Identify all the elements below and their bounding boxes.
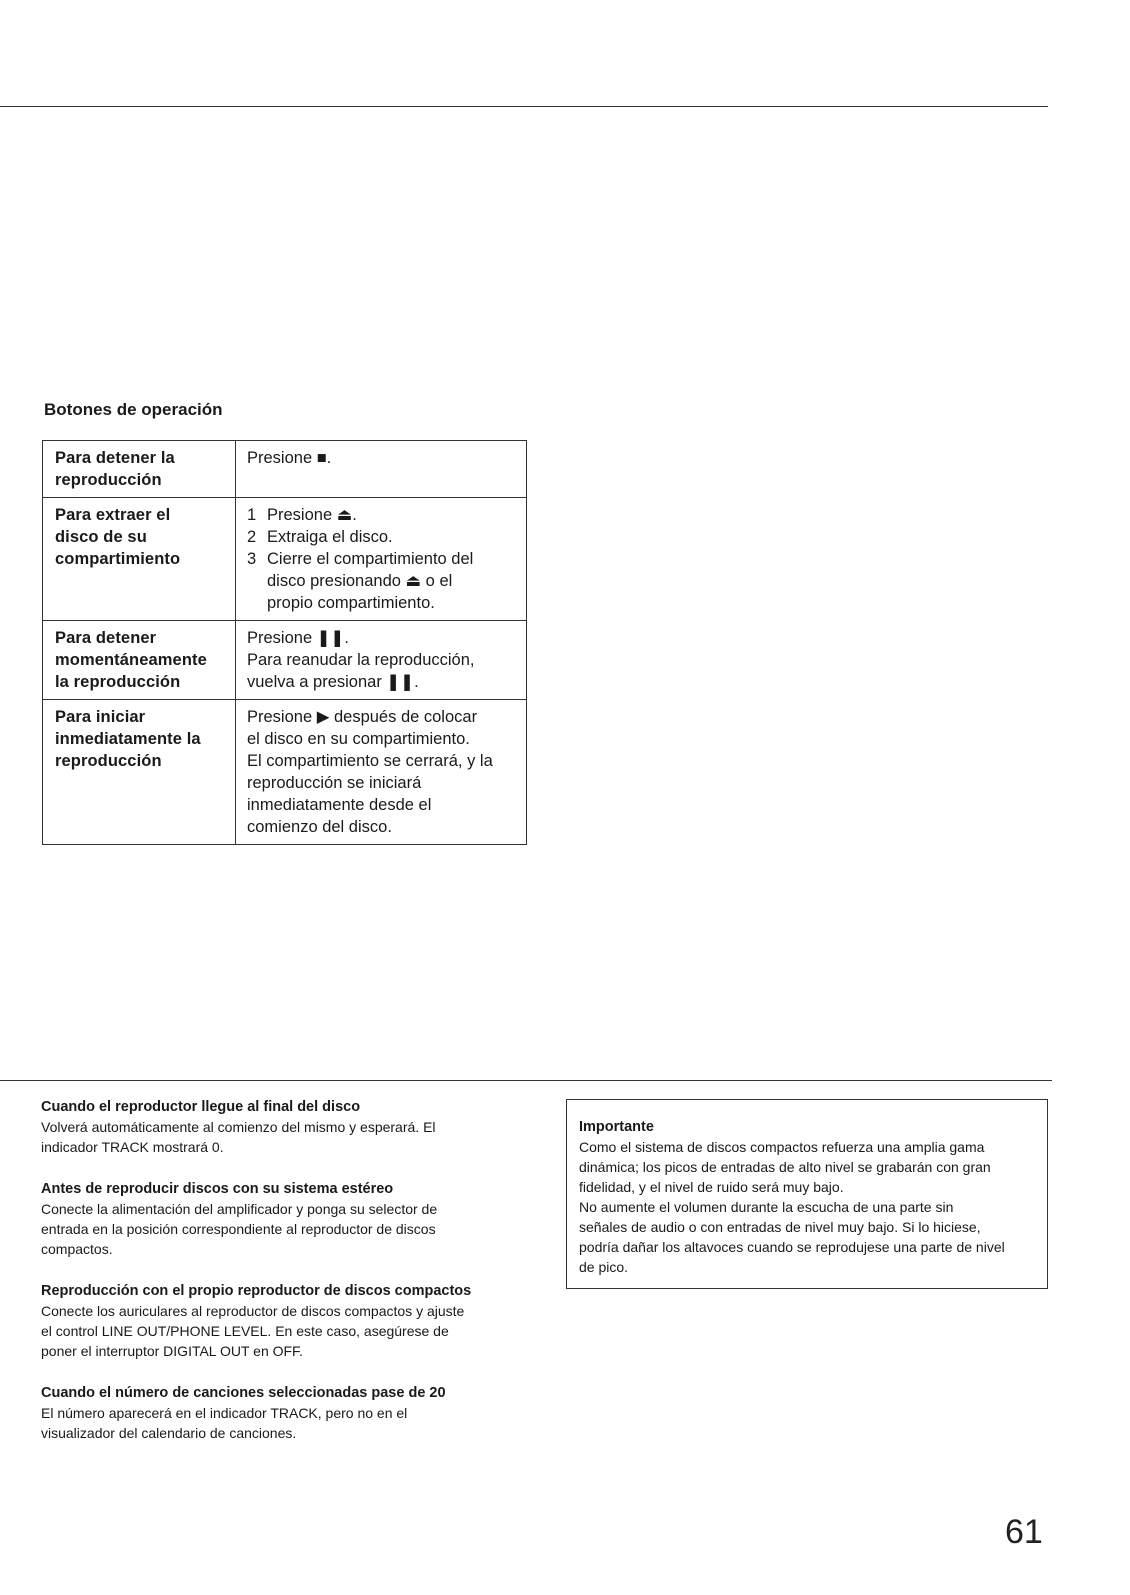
list-item: 1 Presione ⏏.: [247, 506, 357, 524]
operation-buttons-title: Botones de operación: [44, 400, 223, 419]
note-before-playing: [41, 1179, 521, 1259]
operation-table: [42, 440, 527, 845]
row-label: Para iniciar inmediatamente la reproducción: [43, 700, 236, 845]
note-body: Volverá automáticamente al comienzo del mismo y esperará. El indicador TRACK mostrará 0.: [41, 1119, 436, 1155]
row-description: Presione ❚❚. Para reanudar la reproducción, vuelva a presionar ❚❚.: [236, 621, 527, 700]
note-body: Conecte la alimentación del amplificador y ponga su selector de entrada en la posición correspondiente al reproductor de discos compactos.: [41, 1201, 438, 1257]
table-row: [43, 498, 527, 621]
section-divider: [0, 1080, 1052, 1081]
list-item: 3 Cierre el compartimiento del disco presionando ⏏ o el propio compartimiento.: [247, 550, 474, 612]
list-item: 2 Extraiga el disco.: [247, 528, 393, 546]
note-heading: Reproducción con el propio reproductor de discos compactos: [41, 1283, 472, 1299]
note-heading: Antes de reproducir discos con su sistema estéreo: [41, 1181, 394, 1197]
note-over-20-tracks: [41, 1383, 521, 1443]
important-body: Como el sistema de discos compactos refuerza una amplia gama dinámica; los picos de entradas de alto nivel se grabarán con gran fidelidad, y el nivel de ruido será muy bajo. No aumente el volumen durante la escucha de una parte sin señales de audio o con entradas de nivel muy bajo. Si lo hiciese, podría dañar los altavoces cuando se reprodujese una parte de nivel de pico.: [579, 1139, 1005, 1275]
note-end-of-disc: [41, 1097, 521, 1157]
notes-column: [41, 1097, 521, 1465]
note-body: Conecte los auriculares al reproductor de discos compactos y ajuste el control LINE OUT/PHONE LEVEL. En este caso, asegúrese de poner el interruptor DIGITAL OUT en OFF.: [41, 1303, 465, 1359]
row-description: Presione ■.: [236, 441, 527, 498]
row-description: [236, 498, 527, 621]
table-row: [43, 621, 527, 700]
note-body: El número aparecerá en el indicador TRACK, pero no en el visualizador del calendario de canciones.: [41, 1405, 408, 1441]
row-description: Presione ▶ después de colocar el disco en su compartimiento. El compartimiento se cerrará, y la reproducción se iniciará inmediatamente desde el comienzo del disco.: [236, 700, 527, 845]
row-label: Para detener la reproducción: [43, 441, 236, 498]
page-number: 61: [1005, 1513, 1043, 1551]
eject-steps: [247, 504, 516, 614]
row-label: Para extraer el disco de su compartimiento: [43, 498, 236, 621]
top-divider: [0, 106, 1048, 107]
note-own-player: [41, 1281, 521, 1361]
table-row: [43, 441, 527, 498]
important-heading: Importante: [579, 1119, 654, 1135]
note-heading: Cuando el número de canciones seleccionadas pase de 20: [41, 1385, 446, 1401]
row-label: Para detener momentáneamente la reproducción: [43, 621, 236, 700]
table-row: [43, 700, 527, 845]
note-heading: Cuando el reproductor llegue al final del disco: [41, 1099, 361, 1115]
important-box: [566, 1099, 1048, 1289]
